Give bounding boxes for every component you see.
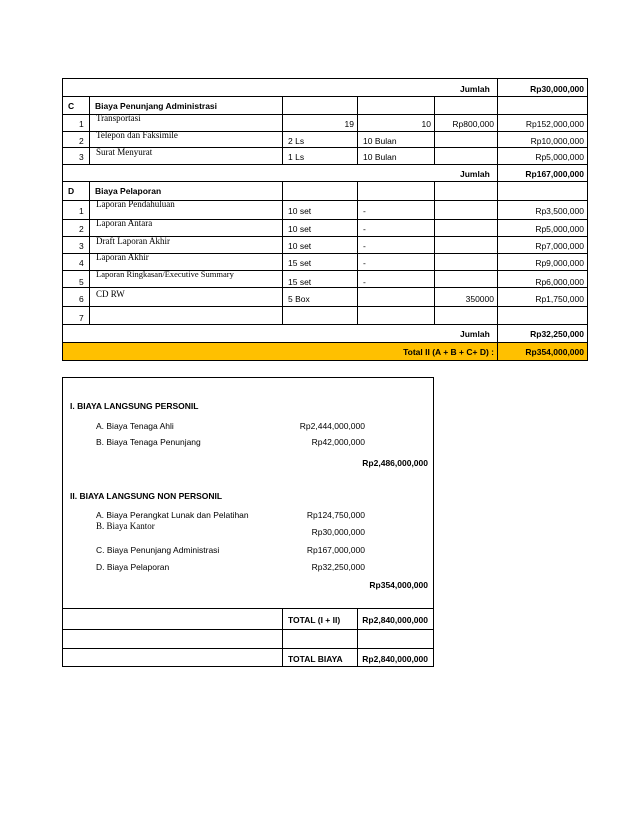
section-c-title: Biaya Penunjang Administrasi: [95, 101, 218, 111]
d-row-amount: Rp7,000,000: [535, 241, 584, 251]
d-row-dur: -: [363, 277, 366, 287]
d-row-no: 1: [79, 206, 84, 216]
section-d-jumlah-label: Jumlah: [460, 329, 490, 339]
section-1-item-value: Rp2,444,000,000: [299, 421, 365, 431]
d-row-qty: 15 set: [288, 277, 312, 287]
section-2-title: II. BIAYA LANGSUNG NON PERSONIL: [70, 491, 223, 501]
c-row-qty: 2 Ls: [288, 136, 305, 146]
c-row-item: Transportasi: [96, 113, 141, 123]
section-d-code: D: [68, 186, 75, 196]
d-row-item: Laporan Pendahuluan: [96, 199, 175, 209]
c-row-amount: Rp10,000,000: [530, 136, 584, 146]
c-row-item: Telepon dan Faksimile: [96, 130, 178, 140]
section-2-item-value: Rp167,000,000: [306, 545, 365, 555]
d-row-qty: 10 set: [288, 224, 312, 234]
d-row-item: Laporan Antara: [96, 218, 153, 228]
c-row-price: Rp800,000: [452, 119, 494, 129]
section-1-item-label: B. Biaya Tenaga Penunjang: [96, 437, 201, 447]
grand-total-value: Rp354,000,000: [525, 347, 584, 357]
d-row-item: CD RW: [96, 289, 125, 299]
section-2-item-value: Rp32,250,000: [311, 562, 365, 572]
total-value: Rp2,840,000,000: [362, 615, 428, 625]
d-row-amount: Rp6,000,000: [535, 277, 584, 287]
total-biaya-label: TOTAL BIAYA: [288, 654, 343, 664]
section-2-item-label: C. Biaya Penunjang Administrasi: [96, 545, 220, 555]
section-d-title: Biaya Pelaporan: [95, 186, 162, 196]
section-d-total: Rp32,250,000: [530, 329, 584, 339]
section-c-code: C: [68, 101, 75, 111]
grand-total-label: Total II (A + B + C+ D) :: [403, 347, 494, 357]
c-row-qty: 19: [344, 119, 354, 129]
d-row-amount: Rp5,000,000: [535, 224, 584, 234]
d-row-price: 350000: [465, 294, 494, 304]
d-row-dur: -: [363, 206, 366, 216]
d-row-item: Draft Laporan Akhir: [96, 236, 170, 246]
section-2-item-value: Rp30,000,000: [311, 527, 365, 537]
c-row-dur: 10 Bulan: [363, 136, 397, 146]
d-row-no: 2: [79, 224, 84, 234]
section-1-item-label: A. Biaya Tenaga Ahli: [96, 421, 174, 431]
section-2-total: Rp354,000,000: [369, 580, 428, 590]
d-row-amount: Rp1,750,000: [535, 294, 584, 304]
d-row-no: 3: [79, 241, 84, 251]
section-2-item-label: D. Biaya Pelaporan: [96, 562, 170, 572]
d-row-qty: 15 set: [288, 258, 312, 268]
total-label: TOTAL (I + II): [288, 615, 341, 625]
c-row-dur: 10: [421, 119, 431, 129]
c-row-no: 1: [79, 119, 84, 129]
section-1-title: I. BIAYA LANGSUNG PERSONIL: [70, 401, 199, 411]
section-1-total: Rp2,486,000,000: [362, 458, 428, 468]
section-c-total: Rp167,000,000: [525, 169, 584, 179]
c-row-item: Surat Menyurat: [96, 147, 153, 157]
section-2-item-label: B. Biaya Kantor: [96, 521, 155, 531]
section-2-item-value: Rp124,750,000: [306, 510, 365, 520]
section-2-item-label: A. Biaya Perangkat Lunak dan Pelatihan: [96, 510, 249, 520]
d-row-dur: -: [363, 224, 366, 234]
jumlah-label: Jumlah: [460, 84, 490, 94]
d-row-no: 5: [79, 277, 84, 287]
d-row-item: Laporan Akhir: [96, 252, 149, 262]
c-row-qty: 1 Ls: [288, 152, 305, 162]
d-row-no: 7: [79, 313, 84, 323]
d-row-amount: Rp3,500,000: [535, 206, 584, 216]
jumlah-value: Rp30,000,000: [530, 84, 584, 94]
c-row-dur: 10 Bulan: [363, 152, 397, 162]
section-1-item-value: Rp42,000,000: [311, 437, 365, 447]
d-row-qty: 10 set: [288, 206, 312, 216]
d-row-no: 6: [79, 294, 84, 304]
d-row-amount: Rp9,000,000: [535, 258, 584, 268]
d-row-dur: -: [363, 241, 366, 251]
d-row-qty: 10 set: [288, 241, 312, 251]
c-row-amount: Rp152,000,000: [525, 119, 584, 129]
c-row-no: 3: [79, 152, 84, 162]
c-row-no: 2: [79, 136, 84, 146]
total-biaya-value: Rp2,840,000,000: [362, 654, 428, 664]
d-row-dur: -: [363, 258, 366, 268]
d-row-no: 4: [79, 258, 84, 268]
d-row-item: Laporan Ringkasan/Executive Summary: [96, 269, 234, 279]
c-row-amount: Rp5,000,000: [535, 152, 584, 162]
d-row-qty: 5 Box: [288, 294, 310, 304]
section-c-jumlah-label: Jumlah: [460, 169, 490, 179]
